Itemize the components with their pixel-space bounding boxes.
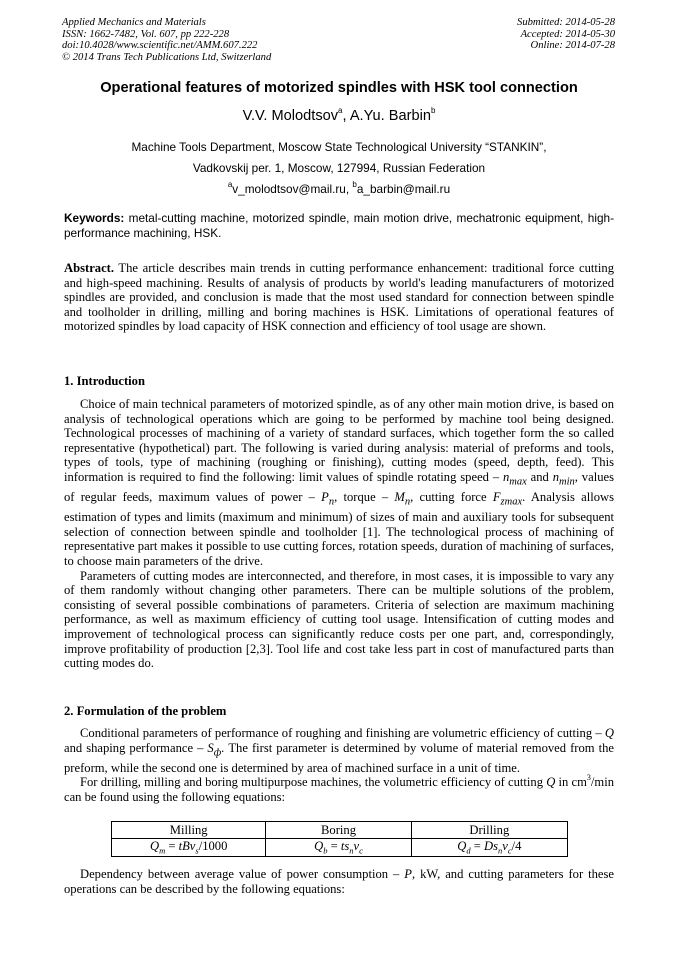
equation-table bbox=[111, 821, 568, 857]
eq-rhs: tBv bbox=[178, 839, 196, 853]
var-sub: ф bbox=[213, 747, 222, 759]
text-run: For drilling, milling and boring multipurpose machines, the volumetric efficiency of cutting bbox=[80, 775, 547, 790]
abstract bbox=[64, 261, 614, 334]
var-sub: zmax bbox=[500, 496, 523, 508]
section-1-paragraph-2: Parameters of cutting modes are interconnected, and therefore, in most cases, it is impossible to vary any of them randomly without changing other parameters. There can be multiple solutions of the problem, consisting of several possible combinations of parameters. Criteria of selection are maximum machining performance, as well as maximum efficiency of cutting tool usage. Intensification of cutting modes and improvement of technological process can significantly reduce costs per one part, and, correspondingly, improve profitability of production [2,3]. Tool life and cost take less part in cost of manufactured parts than cutting modes do. bbox=[64, 568, 614, 671]
eq-sign: = bbox=[327, 839, 341, 853]
eq-rhs: ts bbox=[340, 839, 350, 853]
affiliation-line-2: Vadkovskij per. 1, Moscow, 127994, Russian Federation bbox=[192, 161, 486, 175]
eq-sub: b bbox=[323, 845, 328, 856]
var-sub: min bbox=[559, 476, 575, 488]
eq-rhs: v bbox=[353, 839, 360, 853]
abstract-label: Abstract. bbox=[64, 261, 115, 275]
section-1-heading: 1. Introduction bbox=[64, 374, 145, 388]
dates-info bbox=[517, 17, 615, 52]
eq-sub: s bbox=[195, 845, 199, 856]
author-list bbox=[40, 108, 638, 124]
keywords-text: metal-cutting machine, motorized spindle, main motion drive, mechatronic equipment, high-performance machining, HSK. bbox=[64, 211, 614, 240]
text-run: in cm bbox=[555, 775, 587, 790]
text-run: . Analysis allows estimation of types and limits (maximum and minimum) of sizes of main and auxiliary tools for subsequent selection of connection between spindle and toolholder [1]. The technological process of machining of representative part makes it possible to use cutting forces, rotation speeds, duration of machining of surfaces, to choose main parameters of the drive. bbox=[64, 490, 614, 568]
eq-sign: = bbox=[470, 839, 485, 853]
text-run: Conditional parameters of performance of roughing and finishing are volumetric efficiency of cutting – bbox=[80, 726, 605, 740]
email-a-sup: a bbox=[227, 180, 233, 190]
section-2-body-continued bbox=[64, 867, 614, 896]
eq-sub: n bbox=[498, 845, 503, 856]
section-2-heading: 2. Formulation of the problem bbox=[64, 704, 227, 718]
header-boring: Boring bbox=[266, 822, 411, 839]
eq-lhs: Q bbox=[314, 839, 324, 853]
paper-title: Operational features of motorized spindles with HSK tool connection bbox=[100, 80, 578, 96]
eq-rhs: Ds bbox=[484, 839, 499, 853]
header-milling: Milling bbox=[112, 822, 266, 839]
eq-sub: d bbox=[466, 845, 471, 856]
author-2-sup: b bbox=[430, 106, 436, 116]
email-a[interactable]: v_molodtsov@mail.ru, bbox=[232, 182, 353, 196]
table-header-row bbox=[112, 822, 568, 839]
text-run: , torque – bbox=[334, 490, 395, 505]
author-1-sup: a bbox=[338, 106, 343, 116]
affiliation-line-1: Machine Tools Department, Moscow State Technological University “STANKIN”, bbox=[131, 140, 547, 154]
author-1: V.V. Molodtsov bbox=[242, 108, 339, 124]
author-separator: , bbox=[342, 108, 350, 124]
emails bbox=[40, 179, 638, 200]
text-run: Dependency between average value of power consumption – bbox=[80, 867, 405, 881]
eq-rhs: v bbox=[502, 839, 508, 853]
section-2-paragraph-1 bbox=[64, 726, 614, 775]
var-q: Q bbox=[604, 726, 614, 740]
text-run: . The first parameter is determined by volume of material removed from the preform, while the second one is determined by area of machined surface in a unit of time. bbox=[64, 740, 614, 775]
var-sub: max bbox=[509, 476, 527, 488]
eq-lhs: Q bbox=[457, 839, 467, 853]
eq-sub: m bbox=[159, 845, 166, 856]
text-run: , kW, and cutting parameters for these operations can be described by the following equations: bbox=[64, 867, 614, 896]
equation-milling bbox=[112, 839, 266, 857]
author-2: A.Yu. Barbin bbox=[349, 108, 431, 124]
text-run: and shaping performance – bbox=[64, 740, 208, 755]
email-b-sup: b bbox=[352, 180, 357, 190]
var-n: n bbox=[503, 469, 510, 484]
eq-lhs: Q bbox=[149, 839, 160, 853]
var-sub: n bbox=[404, 496, 411, 508]
journal-name: Applied Mechanics and Materials bbox=[62, 17, 206, 28]
eq-sub: n bbox=[349, 845, 354, 856]
var-f: F bbox=[492, 490, 501, 505]
text-run: Choice of main technical parameters of motorized spindle, as of any other main motion drive, is based on analysis of technological operations which are going to be performed by machine tool being designed. Technological processes of machining of a variety of standard surfaces, which together form the so called representative (hypothetical) part. The following is varied during analysis: material of preforms and tools, types of tools, type of machining (roughing or finishing), cutting modes (speed, depth, feed). This information is required to find the following: limit values of spindle rotating speed – bbox=[64, 397, 614, 484]
section-2-body bbox=[64, 726, 614, 804]
submitted-date: Submitted: 2014-05-28 bbox=[517, 17, 615, 28]
journal-info bbox=[62, 17, 271, 63]
eq-tail: /4 bbox=[511, 839, 522, 853]
keywords-label: Keywords: bbox=[64, 211, 125, 225]
text-run: and bbox=[526, 469, 553, 484]
text-run: , cutting force bbox=[410, 490, 493, 505]
header-drilling: Drilling bbox=[411, 822, 567, 839]
var-p: P bbox=[404, 867, 412, 881]
text-run: , values of regular feeds, maximum values of power – bbox=[64, 469, 614, 505]
var-q: Q bbox=[546, 775, 556, 790]
email-b[interactable]: a_barbin@mail.ru bbox=[356, 182, 451, 196]
superscript: 3 bbox=[586, 773, 591, 783]
var-p: P bbox=[321, 490, 329, 505]
keywords bbox=[64, 211, 614, 240]
var-m: M bbox=[394, 490, 405, 505]
var-n: n bbox=[552, 469, 560, 484]
online-date: Online: 2014-07-28 bbox=[530, 40, 615, 52]
section-1-body bbox=[64, 397, 614, 671]
issn: ISSN: 1662-7482, Vol. 607, pp 222-228 bbox=[62, 28, 230, 40]
doi-link[interactable]: doi:10.4028/www.scientific.net/AMM.607.222 bbox=[62, 40, 258, 52]
abstract-text: The article describes main trends in cutting performance enhancement: traditional force cutting and high-speed machining. Results of analysis of products by world's leading manufacturers of motorized spindles are provided, and conclusion is made that the most used standard for connection between spindle and toolholder in drilling, milling and boring machines is HSK. Limitations of operational features of motorized spindles by load capacity of HSK connection and efficiency of tool usage are shown. bbox=[64, 261, 614, 334]
copyright: © 2014 Trans Tech Publications Ltd, Switzerland bbox=[62, 51, 272, 63]
equation-boring bbox=[266, 839, 411, 857]
var-sub: n bbox=[328, 496, 335, 508]
text-run: /min can be found using the following equations: bbox=[64, 775, 614, 804]
affiliation bbox=[40, 137, 638, 200]
section-2-paragraph-2 bbox=[64, 775, 614, 804]
eq-sub: c bbox=[507, 845, 512, 856]
var-s: S bbox=[207, 740, 214, 755]
equation-drilling bbox=[411, 839, 567, 857]
section-1-paragraph-1 bbox=[64, 397, 614, 569]
table-row bbox=[112, 839, 568, 857]
section-2-paragraph-3 bbox=[64, 867, 614, 896]
eq-sign: = bbox=[165, 839, 179, 853]
eq-sub: c bbox=[359, 845, 363, 856]
eq-tail: /1000 bbox=[198, 839, 228, 853]
accepted-date: Accepted: 2014-05-30 bbox=[520, 28, 615, 40]
